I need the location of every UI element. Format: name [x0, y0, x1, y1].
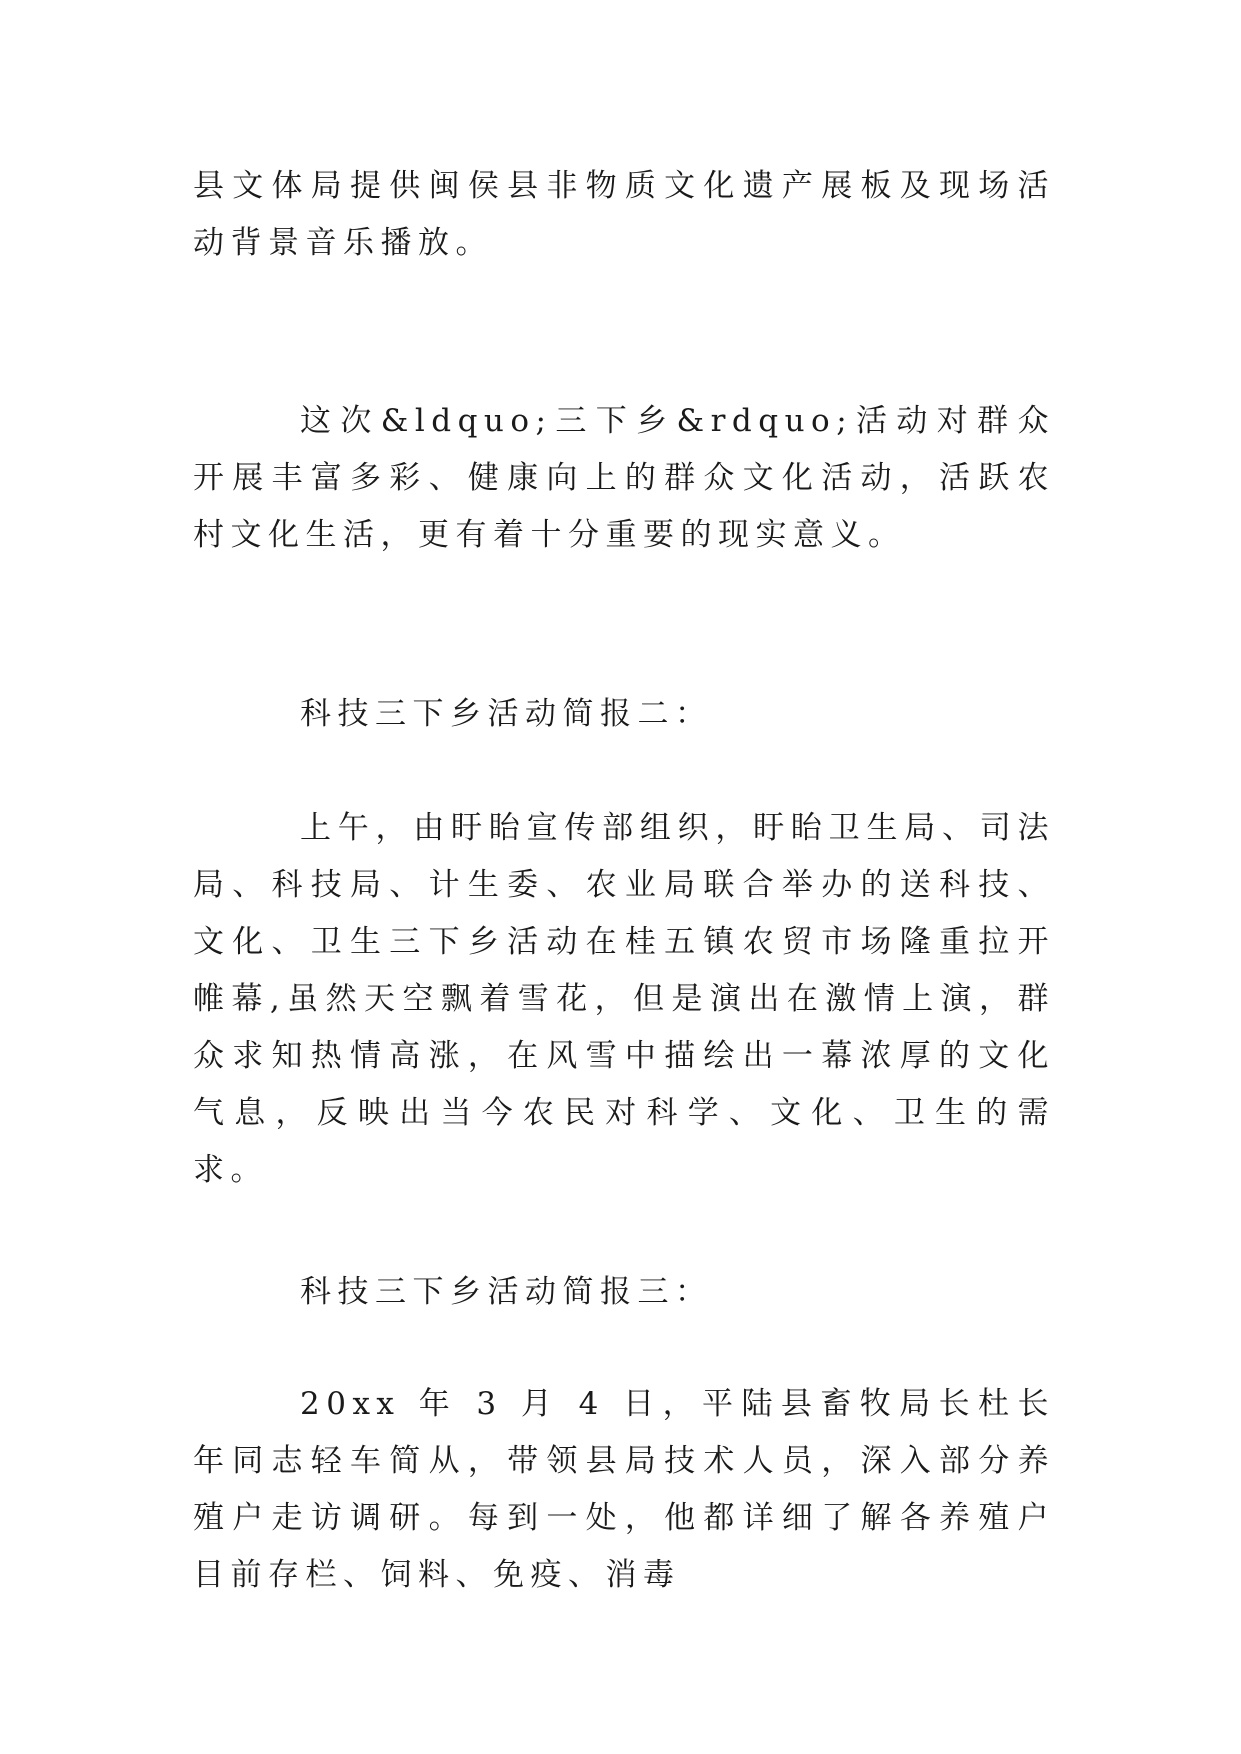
section-heading-briefing-two: 科技三下乡活动简报二： [300, 696, 713, 732]
section-heading-briefing-three: 科技三下乡活动简报三： [300, 1274, 713, 1310]
paragraph-xuyi-event: 上午，由盱眙宣传部组织，盱眙卫生局、司法局、科技局、计生委、农业局联合举办的送科技、文化、卫生三下乡活动在桂五镇农贸市场隆重拉开帷幕,虽然天空飘着雪花，但是演出在激情上演，群众求知热情高涨，在风雪中描绘出一幕浓厚的文化气息，反映出当今农民对科学、文化、卫生的需求。 [193, 810, 1055, 1188]
paragraph-exhibition-boards: 县文体局提供闽侯县非物质文化遗产展板及现场活动背景音乐播放。 [193, 168, 1055, 261]
paragraph-pinglu-visit: 20xx 年 3 月 4 日，平陆县畜牧局长杜长年同志轻车简从，带领县局技术人员，深入部分养殖户走访调研。每到一处，他都详细了解各养殖户目前存栏、饲料、免疫、消毒 [193, 1386, 1055, 1593]
paragraph-activity-significance: 这次&ldquo;三下乡&rdquo;活动对群众开展丰富多彩、健康向上的群众文化活动，活跃农村文化生活，更有着十分重要的现实意义。 [193, 403, 1055, 553]
